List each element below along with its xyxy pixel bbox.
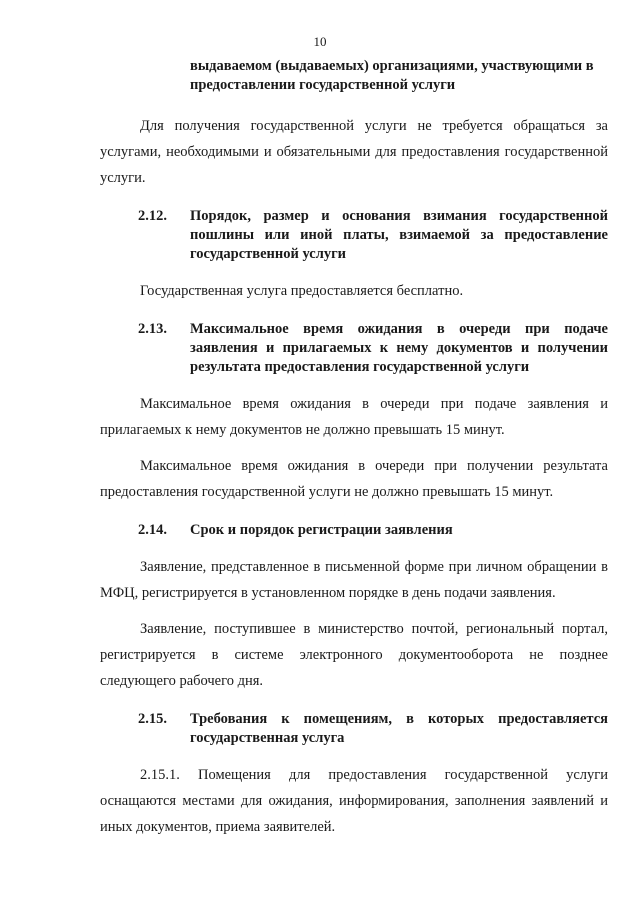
section-heading-2-13 [100, 320, 608, 377]
section-2-12-paragraph: Государственная услуга предоставляется бесплатно. [140, 283, 464, 299]
document-body [100, 57, 608, 850]
section-2-15-paragraph-1: 2.15.1. Помещения для предоставления государственной услуги оснащаются местами для ожидания, информирования, заполнения заявлений и иных документов, приема заявителей. [100, 767, 608, 835]
section-title: Порядок, размер и основания взимания государственной пошлины или иной платы, взимаемой за предоставление государственной услуги [190, 208, 608, 262]
section-title: Срок и порядок регистрации заявления [190, 522, 453, 538]
section-2-14-paragraph-2: Заявление, поступившее в министерство почтой, региональный портал, регистрируется в системе электронного документооборота не позднее следующего рабочего дня. [100, 621, 608, 689]
page-number: 10 [313, 34, 327, 49]
section-heading-2-15 [100, 710, 608, 748]
section-2-13-paragraph-2: Максимальное время ожидания в очереди при получении результата предоставления государственной услуги не должно превышать 15 минут. [100, 458, 608, 500]
section-title: Требования к помещениям, в которых предоставляется государственная услуга [190, 711, 608, 746]
section-2-14-paragraph-1: Заявление, представленное в письменной форме при личном обращении в МФЦ, регистрируется в установленном порядке в день подачи заявления. [100, 559, 608, 601]
section-heading-2-14 [100, 521, 608, 540]
section-2-13-paragraph-1: Максимальное время ожидания в очереди при подаче заявления и прилагаемых к нему документов не должно превышать 15 минут. [100, 396, 608, 438]
section-number: 2.15. [138, 711, 167, 727]
section-number: 2.12. [138, 208, 167, 224]
section-heading-2-12 [100, 207, 608, 264]
continued-heading: выдаваемом (выдаваемых) организациями, участвующими в предоставлении государственной услуги [190, 58, 594, 93]
section-title: Максимальное время ожидания в очереди при подаче заявления и прилагаемых к нему документов и получении результата предоставления государственной услуги [190, 321, 608, 375]
intro-paragraph: Для получения государственной услуги не требуется обращаться за услугами, необходимыми и обязательными для предоставления государственной услуги. [100, 118, 608, 186]
section-number: 2.14. [138, 522, 167, 538]
section-number: 2.13. [138, 321, 167, 337]
